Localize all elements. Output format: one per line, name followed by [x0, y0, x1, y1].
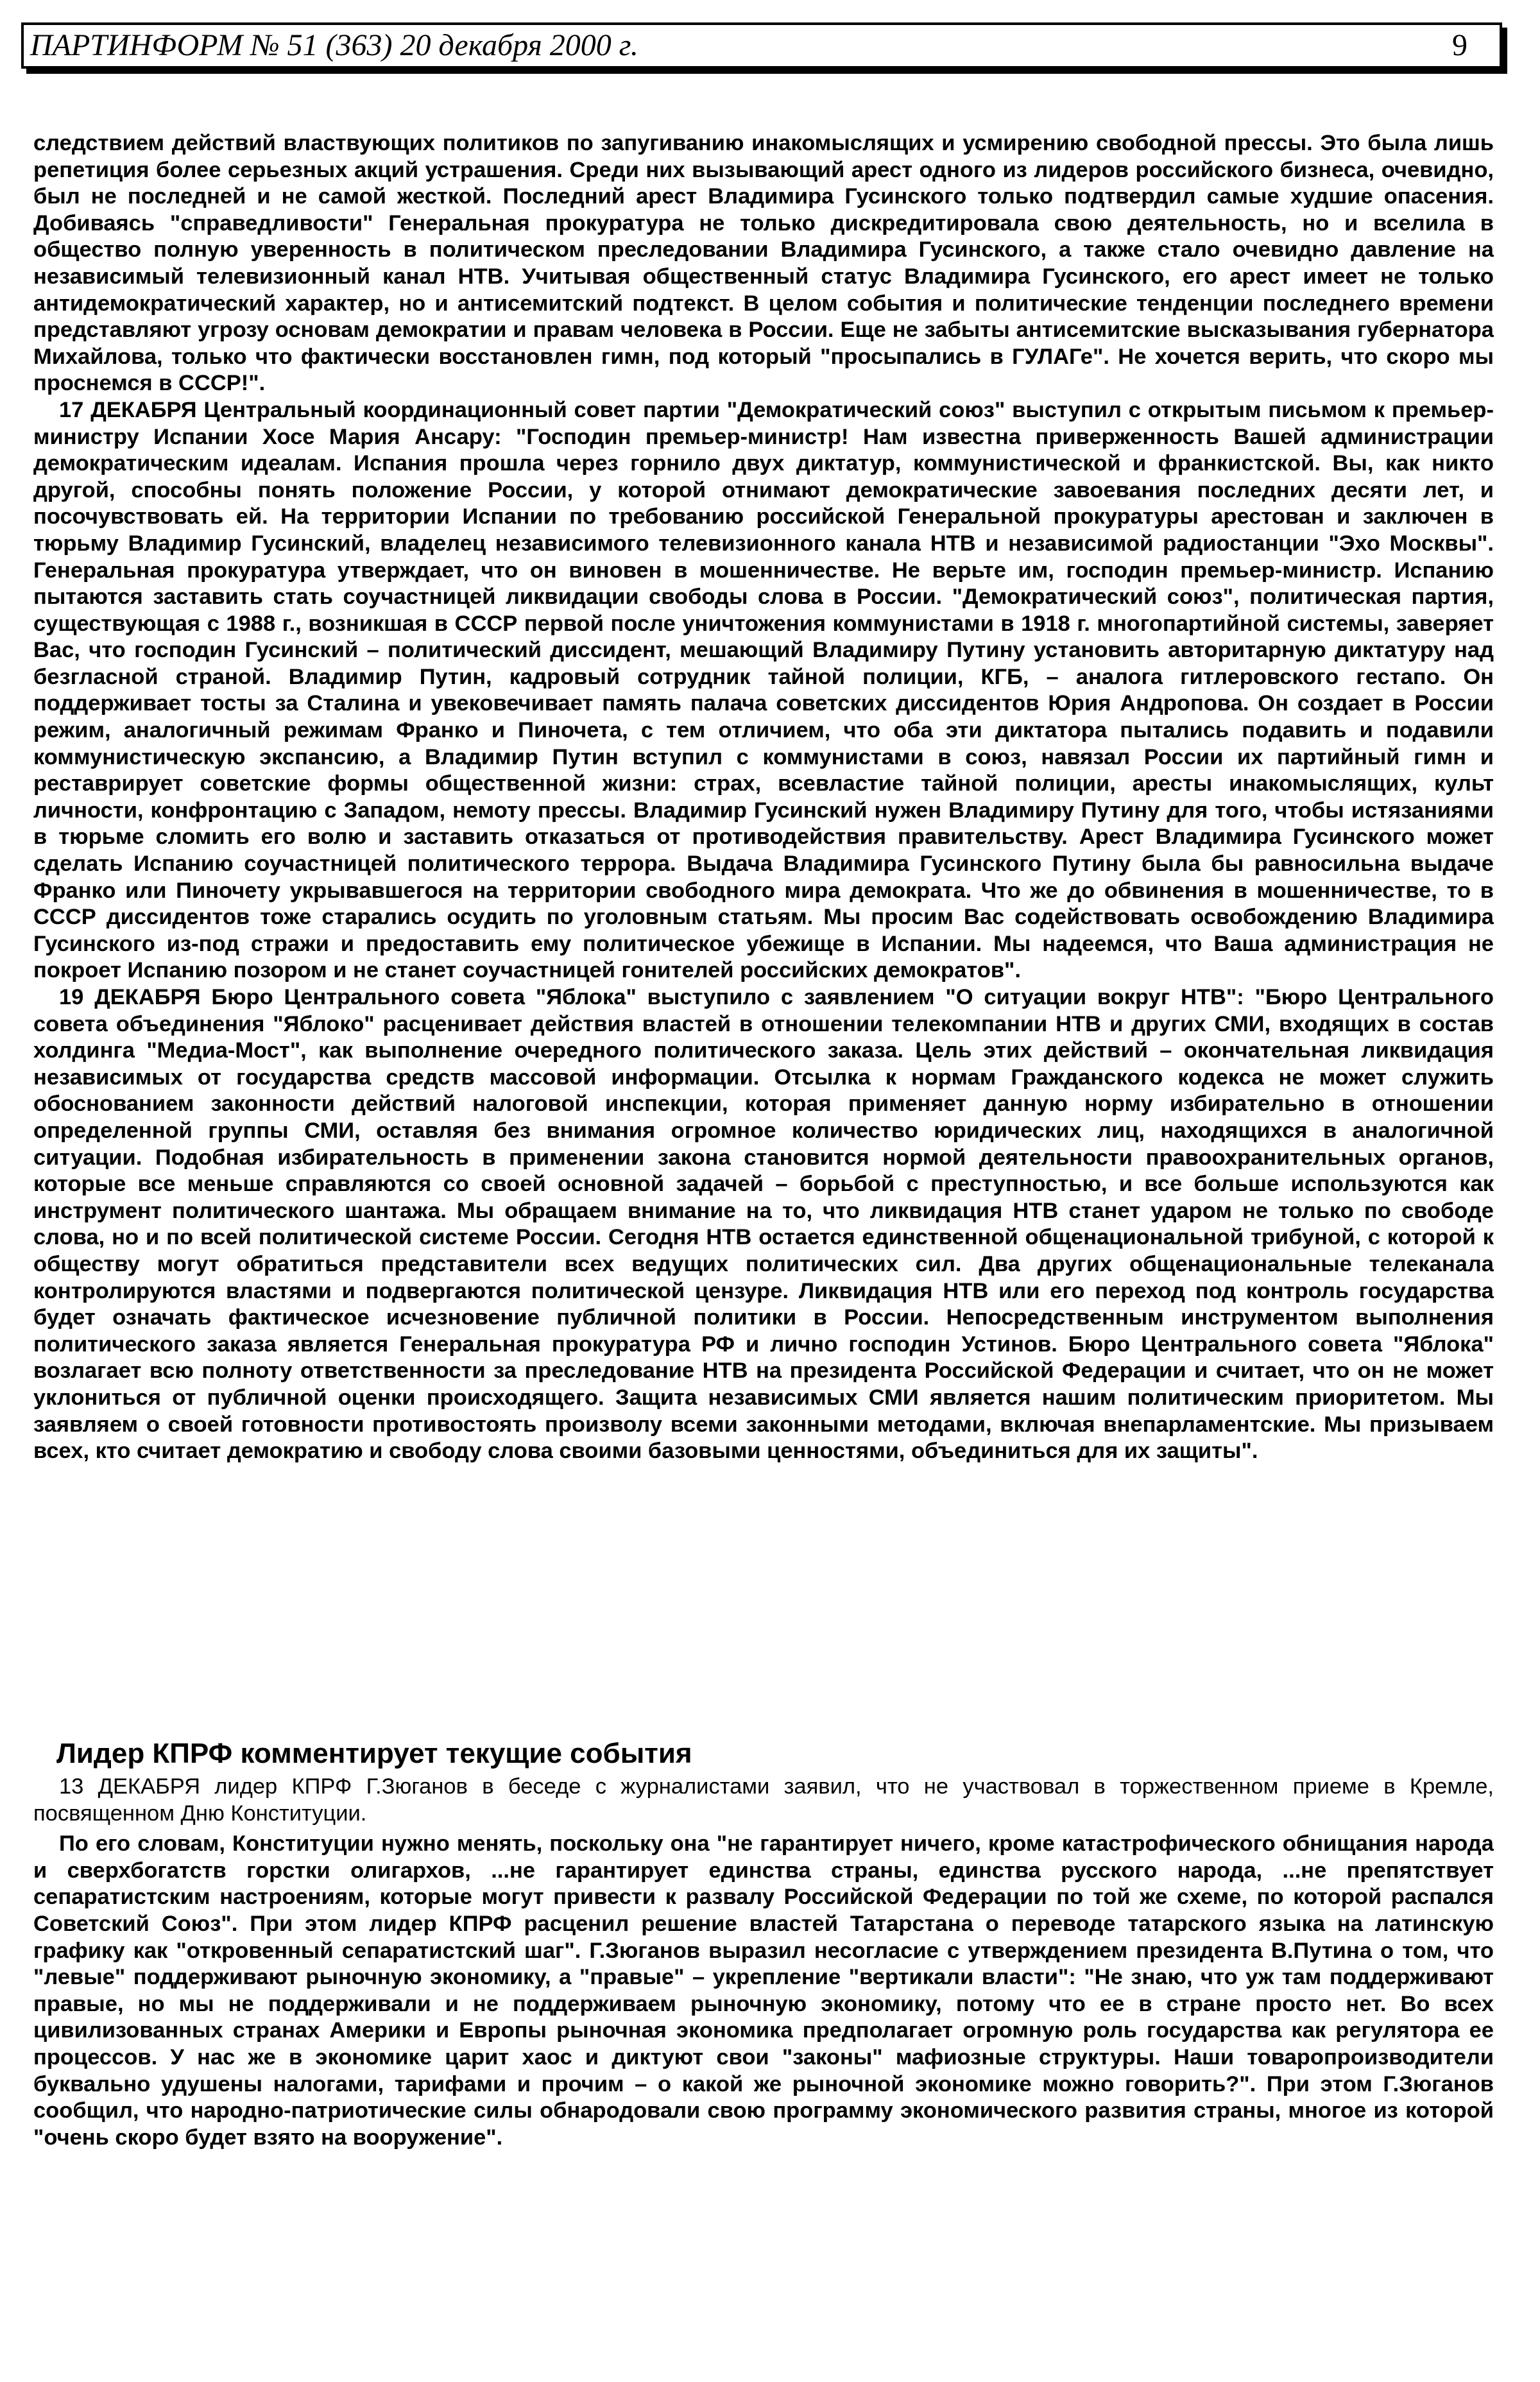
section-lead: 13 ДЕКАБРЯ лидер КПРФ Г.Зюганов в беседе с журналистами заявил, что не участвовал в торжественном приеме в Кремле, посвященном Дню Конституции.: [33, 1774, 1494, 1826]
section-heading: Лидер КПРФ комментирует текущие события: [56, 1738, 692, 1769]
section-body: По его словам, Конституции нужно менять, поскольку она "не гарантирует ничего, кроме катастрофического обнищания народа и сверхбогатств горстки олигархов, ...не гарантирует единства страны, единства русского народа, ...не препятствует сепаратистским настроениям, которые могут привести к развалу Российской Федерации по той же схеме, по которой распался Советский Союз". При этом лидер КПРФ расценил решение властей Татарстана о переводе татарского языка на латинскую графику как "откровенный сепаратистский шаг". Г.Зюганов выразил несогласие с утверждением президента В.Путина о том, что "левые" поддерживают рыночную экономику, а "правые" – укрепление "вертикали власти": "Не знаю, что уж там поддерживают правые, но мы не поддерживали и не поддерживаем рыночную экономику, потому что ее в стране просто нет. Во всех цивилизованных странах Америки и Европы рыночная экономика предполагает огромную роль государства как регулятора ее процессов. У нас же в экономике царит хаос и диктуют свои "законы" мафиозные структуры. Наши товаропроизводители буквально удушены налогами, тарифами и прочим – о какой же рыночной экономике можно говорить?". При этом Г.Зюганов сообщил, что народно-патриотические силы обнародовали свою программу экономического развития страны, многое из которой "очень скоро будет взято на вооружение".: [33, 1831, 1494, 2150]
paragraph-dec-19: 19 ДЕКАБРЯ Бюро Центрального совета "Яблока" выступило с заявлением "О ситуации вокруг НТВ": "Бюро Центрального совета объединения "Яблоко" расценивает действия властей в отношении телекомпании НТВ и других СМИ, входящих в состав холдинга "Медиа-Мост", как выполнение очередного политического заказа. Цель этих действий – окончательная ликвидация независимых от государства средств массовой информации. Отсылка к нормам Гражданского кодекса не может служить обоснованием законности действий налоговой инспекции, которая применяет данную норму избирательно в отношении определенной группы СМИ, оставляя без внимания огромное количество юридических лиц, находящихся в аналогичной ситуации. Подобная избирательность в применении закона становится нормой деятельности правоохранительных органов, которые все меньше справляются со своей основной задачей – борьбой с преступностью, и все больше используются как инструмент политического шантажа. Мы обращаем внимание на то, что ликвидация НТВ станет ударом не только по свободе слова, но и по всей политической системе России. Сегодня НТВ остается единственной общенациональной трибуной, с которой к обществу могут обратиться представители всех ведущих политических сил. Два других общенациональные телеканала контролируются властями и подвергаются политической цензуре. Ликвидация НТВ или его переход под контроль государства будет означать фактическое исчезновение публичной политики в России. Непосредственным инструментом выполнения политического заказа является Генеральная прокуратура РФ и лично господин Устинов. Бюро Центрального совета "Яблока" возлагает всю полноту ответственности за преследование НТВ на президента Российской Федерации и считает, что он не может уклониться от публичной оценки происходящего. Защита независимых СМИ является нашим политическим приоритетом. Мы заявляем о своей готовности противостоять произволу всеми законными методами, включая внепарламентские. Мы призываем всех, кто считает демократию и свободу слова своими базовыми ценностями, объединиться для их защиты".: [33, 985, 1494, 1464]
paragraph-continuation: следствием действий властвующих политиков по запугиванию инакомыслящих и усмирению свободной прессы. Это была лишь репетиция более серьезных акций устрашения. Среди них вызывающий арест одного из лидеров российского бизнеса, очевидно, был не последней и не самой жесткой. Последний арест Владимира Гусинского только подтвердил самые худшие опасения. Добиваясь "справедливости" Генеральная прокуратура не только дискредитировала свою деятельность, но и вселила в общество полную уверенность в политическом преследовании Владимира Гусинского, а также стало очевидно давление на независимый телевизионный канал НТВ. Учитывая общественный статус Владимира Гусинского, его арест имеет не только антидемократический характер, но и антисемитский подтекст. В целом события и политические тенденции последнего времени представляют угрозу основам демократии и правам человека в России. Еще не забыты антисемитские высказывания губернатора Михайлова, только что фактически восстановлен гимн, под который "просыпались в ГУЛАГе". Не хочется верить, что скоро мы проснемся в СССР!".: [33, 131, 1494, 396]
article-body-section: [33, 1774, 1494, 2151]
page-header: [21, 22, 1502, 69]
page-number: 9: [1452, 28, 1467, 62]
publication-title: ПАРТИНФОРМ № 51 (363) 20 декабря 2000 г.: [30, 28, 638, 62]
article-body-top: [33, 130, 1494, 1465]
paragraph-dec-17: 17 ДЕКАБРЯ Центральный координационный совет партии "Демократический союз" выступил с открытым письмом к премьер-министру Испании Хосе Мария Ансару: "Господин премьер-министр! Нам известна приверженность Вашей администрации демократическим идеалам. Испания прошла через горнило двух диктатур, коммунистической и франкистской. Вы, как никто другой, способны понять положение России, у которой отнимают демократические завоевания последних десяти лет, и посочувствовать ей. На территории Испании по требованию российской Генеральной прокуратуры арестован и заключен в тюрьму Владимир Гусинский, владелец независимого телевизионного канала НТВ и независимой радиостанции "Эхо Москвы". Генеральная прокуратура утверждает, что он виновен в мошенничестве. Не верьте им, господин премьер-министр. Испанию пытаются заставить стать соучастницей ликвидации свободы слова в России. "Демократический союз", политическая партия, существующая с 1988 г., возникшая в СССР первой после уничтожения коммунистами в 1918 г. многопартийной системы, заверяет Вас, что господин Гусинский – политический диссидент, мешающий Владимиру Путину установить авторитарную диктатуру над безгласной страной. Владимир Путин, кадровый сотрудник тайной полиции, КГБ, – аналога гитлеровского гестапо. Он поддерживает тосты за Сталина и увековечивает память палача советских диссидентов Юрия Андропова. Он создает в России режим, аналогичный режимам Франко и Пиночета, с тем отличием, что оба эти диктатора пытались подавить и подавили коммунистическую экспансию, а Владимир Путин вступил с коммунистами в союз, навязал России их партийный гимн и реставрирует советские формы общественной жизни: страх, всевластие тайной полиции, аресты инакомыслящих, культ личности, конфронтацию с Западом, немоту прессы. Владимир Гусинский нужен Владимиру Путину для того, чтобы истязаниями в тюрьме сломить его волю и заставить отказаться от противодействия правительству. Арест Владимира Гусинского может сделать Испанию соучастницей политического террора. Выдача Владимира Гусинского Путину была бы равносильна выдаче Франко или Пиночету укрывавшегося на территории свободного мира демократа. Что же до обвинения в мошенничестве, то в СССР диссидентов тоже старались осудить по уголовным статьям. Мы просим Вас содействовать освобождению Владимира Гусинского из-под стражи и предоставить ему политическое убежище в Испании. Мы надеемся, что Ваша администрация не покроет Испанию позором и не станет соучастницей гонителей российских демократов".: [33, 397, 1494, 983]
